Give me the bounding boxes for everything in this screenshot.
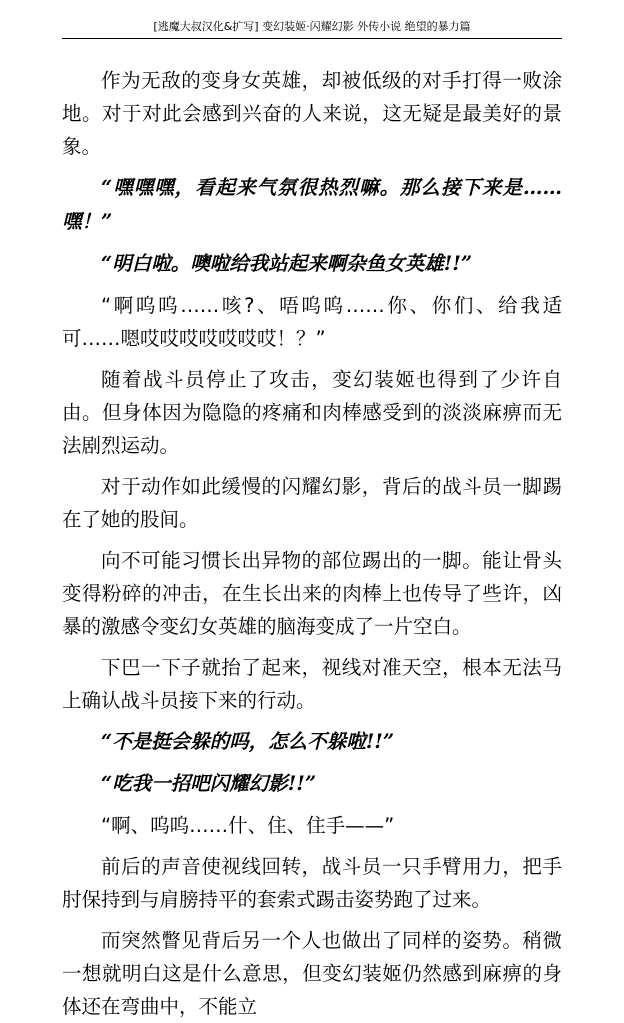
running-header: [逃魔大叔汉化&扩写] 变幻装姬·闪耀幻影 外传小说 绝望的暴力篇 [62, 18, 562, 39]
dialogue-line-3: “啊呜呜……咳?、唔呜呜……你、你们、给我适可……嗯哎哎哎哎哎哎哎！？” [62, 294, 562, 350]
paragraph-7: 而突然瞥见背后另一个人也做出了同样的姿势。稍微一想就明白这是什么意思，但变幻装姬仍然感到麻痹的身体还在弯曲中，不能立 [62, 929, 562, 1018]
dialogue-line-5: “吃我一招吧闪耀幻影!!” [101, 772, 317, 795]
paragraph-2: 随着战斗员停止了攻击，变幻装姬也得到了少许自由。但身体因为隐隐的疼痛和肉棒感受到的淡淡麻痹而无法剧烈运动。 [62, 368, 562, 457]
paragraph-3: 对于动作如此缓慢的闪耀幻影，背后的战斗员一脚踢在了她的股间。 [62, 475, 562, 531]
dialogue-line-2: “明白啦。噢啦给我站起来啊杂鱼女英雄!!” [101, 252, 473, 275]
paragraph-4: 向不可能习惯长出异物的部位踢出的一脚。能让骨头变得粉碎的冲击，在生长出来的肉棒上也传导了些许，凶暴的激感令变幻女英雄的脑海变成了一片空白。 [62, 549, 562, 638]
dialogue-line-6: “啊、呜呜……什、住、住手——” [101, 814, 395, 837]
dialogue-line-1: “嘿嘿嘿，看起来气氛很热烈嘛。那么接下来是……嘿！” [62, 176, 562, 233]
body-text [62, 64, 562, 1023]
paragraph-1: 作为无敌的变身女英雄，却被低级的对手打得一败涂地。对于对此会感到兴奋的人来说，这无疑是最美好的景象。 [62, 69, 562, 158]
dialogue-line-4: “不是挺会躲的吗，怎么不躲啦!!” [101, 730, 395, 753]
paragraph-6: 前后的声音使视线回转，战斗员一只手臂用力，把手肘保持到与肩膀持平的套索式踢击姿势跑了过来。 [62, 855, 562, 911]
paragraph-5: 下巴一下子就抬了起来，视线对准天空，根本无法马上确认战斗员接下来的行动。 [62, 656, 562, 712]
